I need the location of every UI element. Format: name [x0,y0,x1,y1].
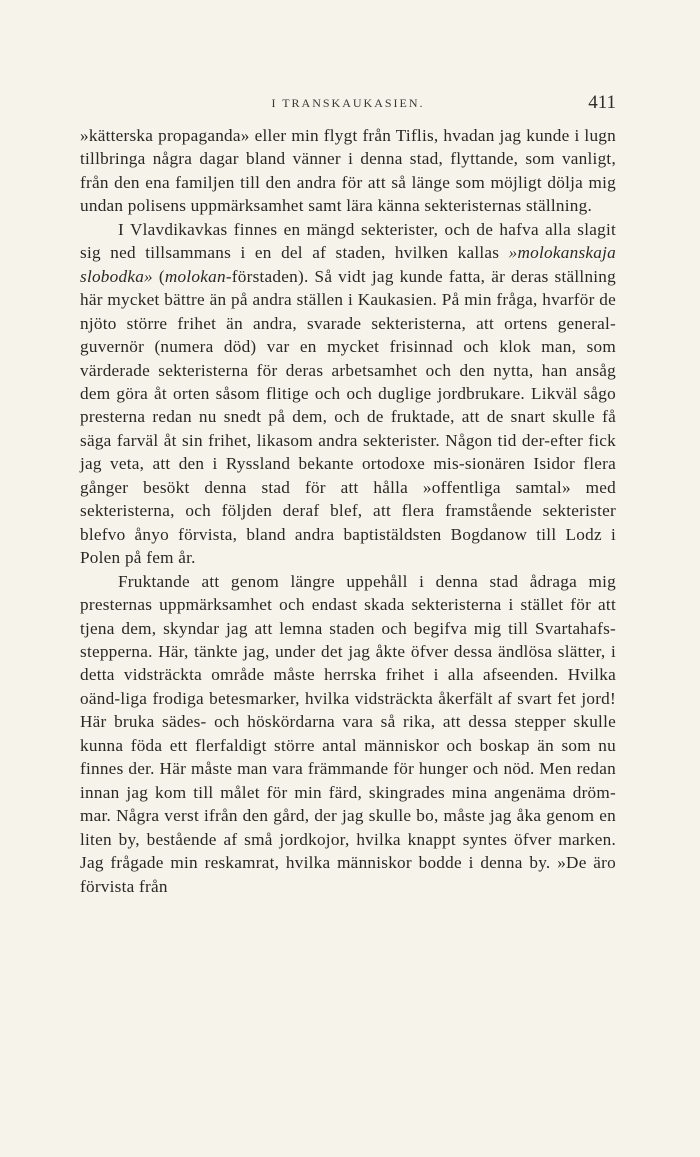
paragraph-2 [80,218,616,570]
paragraph-2-paren-open: ( [152,266,165,286]
paragraph-1-text: »kätterska propaganda» eller min flygt från Tiflis, hvadan jag kunde i lugn tillbringa några dagar bland vänner i denna stad, flyttande, som vanligt, från den ena familjen till den andra för att så länge som möjligt dölja mig undan polisens uppmärksamhet samt lära känna sekteristernas ställning. [80,126,616,216]
paragraph-1 [80,124,616,218]
page-number: 411 [588,92,616,113]
paragraph-3-text: Fruktande att genom längre uppehåll i denna stad ådraga mig presternas uppmärksamhet och endast skada sekteristerna i stället för att tjena dem, skyndar jag att lemna staden och begifva mig till Svartahafs-stepperna. Här, tänkte jag, under det jag åkte öfver dessa ändlösa slätter, i detta vidsträckta område måste herrska frihet i alla afseenden. Hvilka oänd-liga frodiga betesmarker, hvilka vidsträckta åkerfält af svart fet jord! Här bruka sädes- och höskördarna vara så rika, att dessa stepper skulle kunna föda ett flerfaldigt större antal människor och boskap än som nu finnes der. Här måste man vara främmande för hunger och nöd. Men redan innan jag kom till målet för min färd, skingrades mina angenäma dröm-mar. Några verst ifrån den gård, der jag skulle bo, måste jag åka genom en liten by, bestående af små jordkojor, hvilka knappt syntes öfver marken. Jag frågade min reskamrat, hvilka människor bodde i denna by. »De äro förvista från [80,571,616,896]
italic-term-molokanskaja-slobodka: »molokanskaja slobodka» [80,243,616,286]
paragraph-3 [80,570,616,898]
italic-term-molokan: molokan [164,266,226,286]
paragraph-2-text-start: I Vlavdikavkas finnes en mängd sekterister, och de hafva alla slagit sig ned tillsammans i en del af staden, hvilken kallas [80,219,616,263]
running-head [80,92,616,116]
running-title: I TRANSKAUKASIEN. [271,96,425,110]
paragraph-2-text-rest: -förstaden). Så vidt jag kunde fatta, är deras ställning här mycket bättre än på andra ställen i Kaukasien. På min fråga, hvarför de njöto större frihet än andra, svarade sekteristerna, att ortens general-guvernör (numera död) var en mycket frisinnad och klok man, som värderade sekteristerna för deras arbetsamhet och den nytta, han ansåg dem göra åt orten såsom flitige och och duglige jordbrukare. Likväl sågo presterna redan nu snedt på dem, och de fruktade, att de snart skulle få säga farväl åt sin frihet, likasom andra sekterister. Någon tid der-efter fick jag veta, att den i Ryssland bekante ortodoxe mis-sionären Isidor flera gånger besökt denna stad för att hålla »offentliga samtal» med sekteristerna, och följden deraf blef, att flera framstående sekterister blefvo ånyo förvista, bland andra baptistäldsten Bogdanow till Lodz i Polen på fem år. [80,266,616,568]
body-text [80,124,616,898]
